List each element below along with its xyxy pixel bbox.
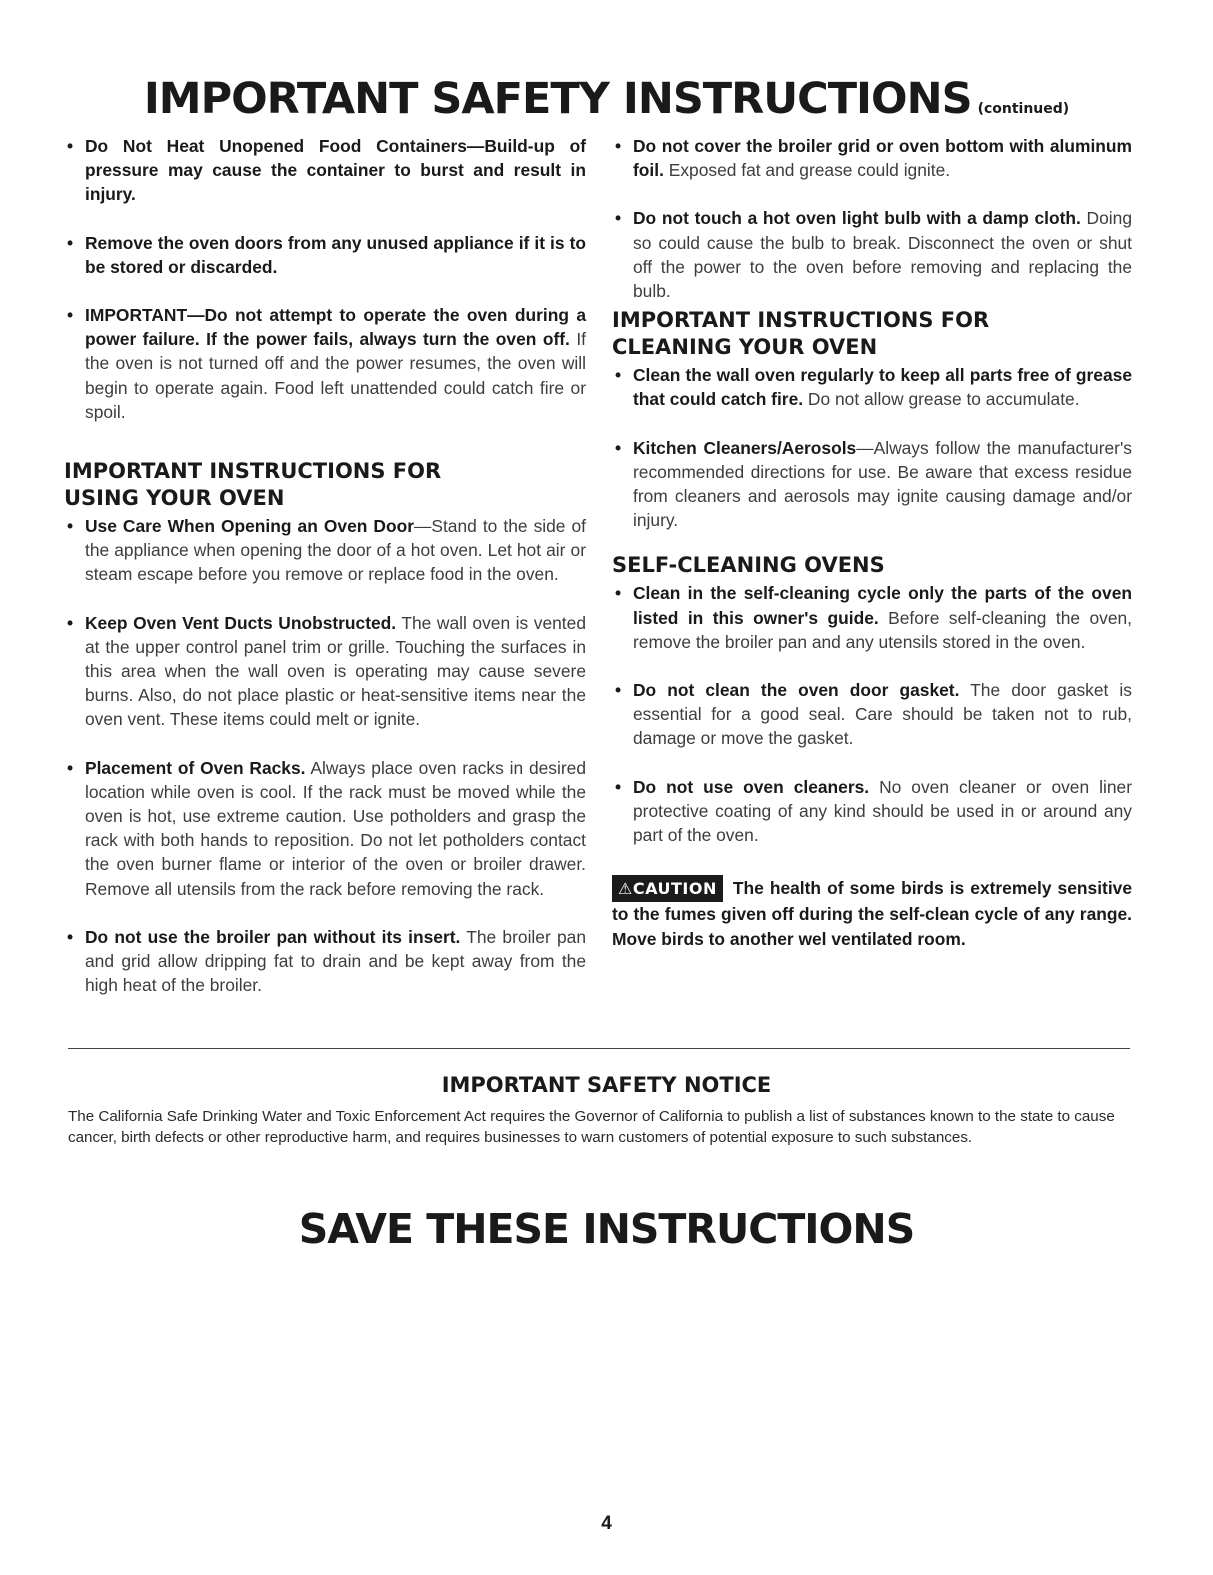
list-item [64,303,586,424]
item-bold-text: Do not use oven cleaners. [633,776,870,797]
left-column [64,134,586,1021]
page-title-continued: (continued) [977,101,1070,117]
page-number: 4 [601,1513,612,1534]
caution-notice [612,875,1132,952]
item-body-text: No oven cleaner or oven liner protective coating of any kind should be used in or around any part of the oven. [633,776,1132,846]
divider [68,1048,1130,1049]
list-item [612,436,1132,533]
item-body-text: Always place oven racks in desired location while oven is cool. If the rack must be moved while the oven is hot, use extreme caution. Use potholders and grasp the rack with both hands to reposition. Do not let potholders contact the oven burner flame or interior of the oven or broiler drawer. Remove all utensils from the rack before removing the rack. [85,757,586,899]
item-body-text: —Always follow the manufacturer's recommended directions for use. Be aware that excess residue from cleaners and aerosols may ignite causing damage and/or injury. [633,437,1132,531]
item-body-text: The door gasket is essential for a good seal. Care should be taken not to rub, damage or move the gasket. [633,680,1132,749]
item-body-text: The wall oven is vented at the upper control panel trim or grille. Touching the surfaces in this area when the wall oven is operating may cause severe burns. Also, do not place plastic or heat-sensitive items near the oven vent. These items could melt or ignite. [85,612,586,730]
item-bold-text: Do not cover the broiler grid or oven bottom with aluminum foil. [633,136,1132,181]
item-bold-text: Do not touch a hot oven light bulb with a damp cloth. [633,208,1081,229]
list-item [64,231,586,279]
item-bold-text: Do not clean the oven door gasket. [633,680,960,701]
item-body-text: Doing so could cause the bulb to break. Disconnect the oven or shut off the power to the oven before removing and replacing the bulb. [633,208,1132,302]
item-body-text: Exposed fat and grease could ignite. [663,160,951,181]
save-instructions-title: SAVE THESE INSTRUCTIONS [298,1205,915,1253]
section-heading-line: CLEANING YOUR OVEN [612,335,878,360]
item-bold-text: Remove the oven doors from any unused appliance if it is to be stored or discarded. [85,232,586,277]
list-item [64,756,586,901]
item-body-text: If the oven is not turned off and the power resumes, the oven will begin to operate again. Food left unattended could catch fire or spoil. [85,329,586,422]
item-bold-text: Placement of Oven Racks. [85,757,306,778]
item-bold-text: Keep Oven Vent Ducts Unobstructed. [85,612,397,633]
caution-text: The health of some birds is extremely sensitive to the fumes given off during the self-clean cycle of any range. Move birds to another wel ventilated room. [612,878,1132,950]
list-item [612,581,1132,654]
item-bold-text: IMPORTANT—Do not attempt to operate the oven during a power failure. If the power fails, always turn the oven off. [85,305,586,350]
list-item [612,206,1132,303]
item-bold-text: Do not use the broiler pan without its insert. [85,926,461,947]
list-item [612,134,1132,182]
item-body-text: Do not allow grease to accumulate. [803,389,1080,410]
section-heading-cleaning [612,307,1132,361]
list-item [612,775,1132,848]
list-item [612,678,1132,751]
item-bold-text: Clean in the self-cleaning cycle only the parts of the oven listed in this owner's guide. [633,583,1132,628]
list-item [64,611,586,732]
right-column [612,134,1132,952]
section-heading-line: IMPORTANT INSTRUCTIONS FOR [612,308,990,333]
page-title [0,74,1213,124]
section-heading-self-cleaning: SELF-CLEANING OVENS [612,553,885,578]
notice-heading: IMPORTANT SAFETY NOTICE [441,1073,772,1097]
item-body-text: Before self-cleaning the oven, remove the broiler pan and any utensils stored in the oven. [633,607,1133,652]
caution-label: ⚠CAUTION [612,875,723,902]
page-title-text: IMPORTANT SAFETY INSTRUCTIONS [143,74,972,124]
section-heading-line: USING YOUR OVEN [64,486,285,511]
list-item [64,134,586,207]
list-item [64,925,586,998]
item-body-text: —Stand to the side of the appliance when opening the door of a hot oven. Let hot air or steam escape before you remove or replace food in the oven. [85,516,587,585]
item-bold-text: Do Not Heat Unopened Food Containers—Build-up of pressure may cause the container to burst and result in injury. [85,136,586,205]
item-bold-text: Kitchen Cleaners/Aerosols [633,437,857,458]
item-body-text: The broiler pan and grid allow dripping fat to drain and be kept away from the high heat of the broiler. [85,926,586,996]
list-item [64,514,586,587]
section-heading-using [64,458,586,512]
item-bold-text: Clean the wall oven regularly to keep all parts free of grease that could catch fire. [633,365,1132,410]
list-item [612,363,1132,411]
section-heading-line: IMPORTANT INSTRUCTIONS FOR [64,459,442,484]
item-bold-text: Use Care When Opening an Oven Door [85,516,414,537]
notice-body: The California Safe Drinking Water and Toxic Enforcement Act requires the Governor of California to publish a list of substances known to the state to cause cancer, birth defects or other reproductive harm, and requires businesses to warn customers of potential exposure to such substances. [68,1108,1115,1146]
